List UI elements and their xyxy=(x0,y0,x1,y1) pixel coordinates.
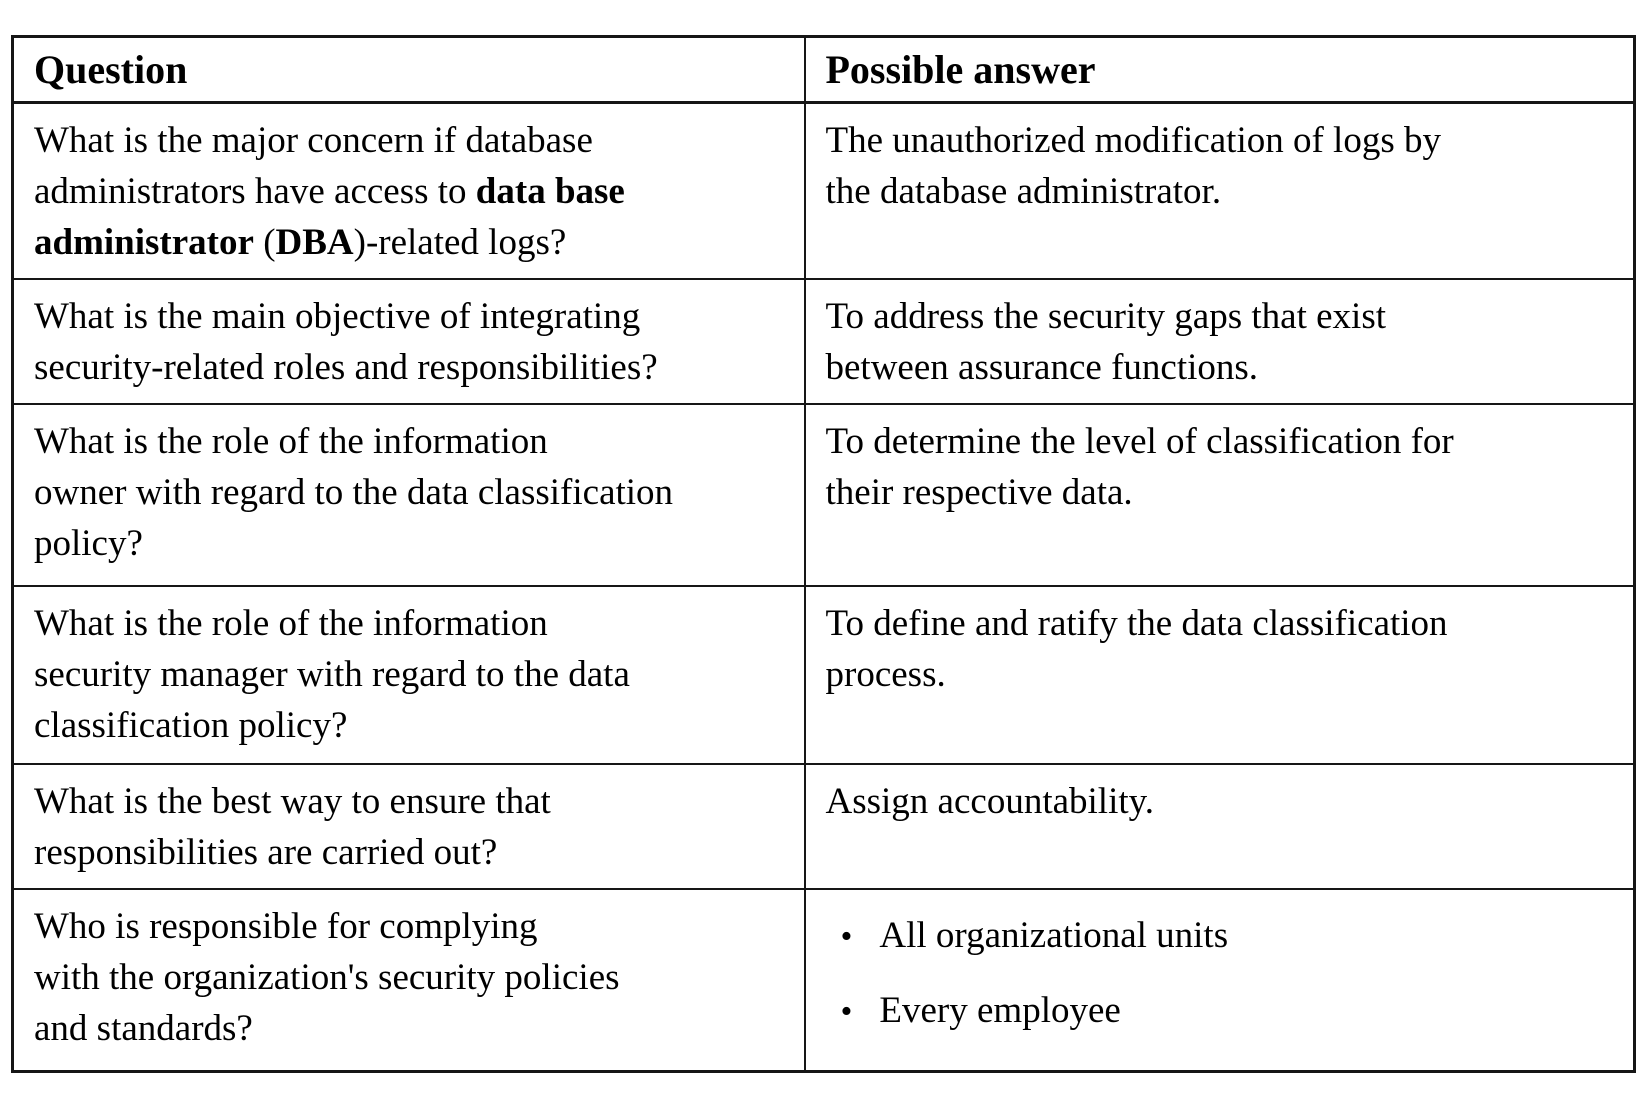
text: To address the security gaps that exist xyxy=(825,296,1386,337)
text: ( xyxy=(253,222,276,263)
text: security manager with regard to the data xyxy=(34,654,630,695)
text: their respective data. xyxy=(825,472,1133,513)
text: policy? xyxy=(34,523,143,564)
bold-text: administrator xyxy=(34,222,254,263)
text: The unauthorized modification of logs by xyxy=(825,120,1441,161)
text: Who is responsible for complying xyxy=(34,906,538,947)
text: the database administrator. xyxy=(825,171,1222,212)
text: What is the major concern if database xyxy=(34,120,593,161)
table-row xyxy=(13,889,1635,1072)
answer-column-header: Possible answer xyxy=(805,37,1635,103)
answer-cell xyxy=(805,404,1635,586)
text: What is the best way to ensure that xyxy=(34,781,551,822)
text: and standards? xyxy=(34,1008,253,1049)
question-cell xyxy=(13,586,805,764)
qa-table xyxy=(11,35,1636,1073)
bullet-label: Every employee xyxy=(879,990,1121,1031)
text: Assign accountability. xyxy=(825,781,1154,822)
text: What is the role of the information xyxy=(34,603,548,644)
answer-cell xyxy=(805,279,1635,404)
question-cell xyxy=(13,889,805,1072)
text: )-related logs? xyxy=(353,222,567,263)
question-cell xyxy=(13,764,805,889)
bold-text: DBA xyxy=(275,222,354,263)
text: with the organization's security policies xyxy=(34,957,620,998)
question-cell xyxy=(13,279,805,404)
question-column-header: Question xyxy=(13,37,805,103)
answer-cell xyxy=(805,889,1635,1072)
bullet-label: All organizational units xyxy=(879,915,1229,956)
bullet-item xyxy=(841,985,1616,1037)
text: process. xyxy=(825,654,946,695)
text: owner with regard to the data classification xyxy=(34,472,674,513)
question-cell xyxy=(13,103,805,280)
bullet-dot-icon: • xyxy=(840,918,853,955)
answer-cell xyxy=(805,586,1635,764)
question-cell xyxy=(13,404,805,586)
answer-cell xyxy=(805,764,1635,889)
bullet-dot-icon: • xyxy=(840,993,853,1030)
table-row xyxy=(13,103,1635,280)
text: security-related roles and responsibilities? xyxy=(34,347,658,388)
text: administrators have access to xyxy=(34,171,476,212)
bullet-list xyxy=(826,910,1616,1037)
header-row xyxy=(13,37,1635,103)
answer-cell xyxy=(805,103,1635,280)
text: between assurance functions. xyxy=(825,347,1259,388)
text: What is the main objective of integrating xyxy=(34,296,641,337)
text: To define and ratify the data classification xyxy=(825,603,1448,644)
table-row xyxy=(13,764,1635,889)
table-row xyxy=(13,404,1635,586)
bold-text: data base xyxy=(475,171,625,212)
text: responsibilities are carried out? xyxy=(34,832,498,873)
table-row xyxy=(13,279,1635,404)
text: To determine the level of classification for xyxy=(825,421,1454,462)
text: classification policy? xyxy=(34,705,348,746)
table-row xyxy=(13,586,1635,764)
bullet-item xyxy=(841,910,1616,962)
text: What is the role of the information xyxy=(34,421,548,462)
